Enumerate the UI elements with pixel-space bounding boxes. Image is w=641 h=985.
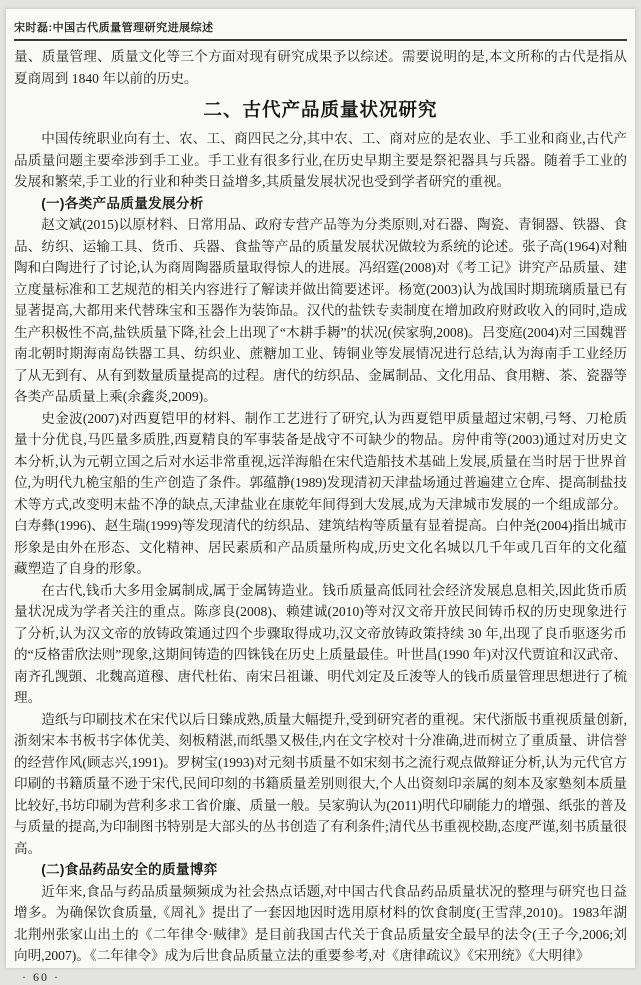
paragraph-product-categories: 赵文斌(2015)以原材料、日常用品、政府专营产品等为分类原则,对石器、陶瓷、青铜器、铁器、食品、纺织、运输工具、货币、兵器、食盐等产品的质量发展状况做较为系统的论述。张子高(1964)对釉陶和白陶进行了讨论,认为商周陶器质量取得惊人的进展。冯绍霆(2008)对《考工记》讲究产品质量、建立度量标准和工艺规范的相关内容进行了解读并做出简要述评。杨宽(2003)认为战国时期琉璃质量已有显著提高,大都用来代替珠宝和玉器作为装饰品。汉代的盐铁专卖制度在增加政府财政收入的同时,造成生产积极性不高,盐铁质量下降,社会上出现了“木耕手耨”的状况(侯家驹,2008)。吕变庭(2004)对三国魏晋南北朝时期海南岛铁器工具、纺织业、蔗糖加工业、铸铜业等发展情况进行总结,认为海南手工业经历了从无到有、从有到数量质量提高的过程。唐代的纺织品、金属制品、文化用品、食用糖、茶、瓷器等各类产品质量上乘(余鑫炎,2009)。 [14,217,627,404]
paragraph-food-safety: 近年来,食品与药品质量频频成为社会热点话题,对中国古代食品药品质量状况的整理与研究也日益增多。为确保饮食质量,《周礼》提出了一套因地因时选用原材料的饮食制度(王雪萍,2010)。1983年湖北荆州张家山出土的《二年律令·贼律》是目前我国古代关于食品质量安全最早的法令(王子今,2006;刘向明,2007)。《二年律令》成为后世食品质量立法的重要参考,对《唐律疏议》《宋刑统》《大明律》 [14,883,627,963]
paragraph-coinage: 在古代,钱币大多用金属制成,属于金属铸造业。钱币质量高低同社会经济发展息息相关,因此货币质量状况成为学者关注的重点。陈彦良(2008)、赖建诚(2010)等对汉文帝开放民间铸币权的历史现象进行了分析,认为汉文帝的放铸政策通过四个步骤取得成功,汉文帝放铸政策持续 30 年,出现了良币驱逐劣币的“反格雷欣法则”现象,这期间铸造的四铢钱在历史上质量最佳。叶世昌(1990 年)对汉代贾谊和汉武帝、南齐孔觊顗、北魏高道穆、唐代杜佑、南宋吕祖谦、明代刘定及丘浚等人的钱币质量管理思想进行了梳理。 [14,582,627,705]
paragraph-printing: 造纸与印刷技术在宋代以后日臻成熟,质量大幅提升,受到研究者的重视。宋代浙版书重视质量创新,浙刻宋本书板书字体优美、刻板精湛,而纸墨又极佳,内在文字校对十分准确,进而树立了重质量、讲信誉的经营作风(顾志兴,1991)。罗树宝(1993)对元刻书质量不如宋刻书之流行观点做辩证分析,认为元代官方印刷的书籍质量不逊于宋代,民间印刻的书籍质量差别则很大,个人出资刻印亲属的刻本及家塾刻本质量比较好,书坊印刷为营利多求工省价廉、质量一般。吴家驹认为(2011)明代印刷能力的增强、纸张的普及与质量的提高,为印制图书特别是大部头的丛书创造了有利条件;清代丛书重视校勘,态度严谨,刻书质量很高。 [14,711,627,856]
article-body [14,46,627,967]
page-paper [6,9,635,984]
page-number: · 60 · [22,969,60,984]
paragraph-continuation: 量、质量管理、质量文化等三个方面对现有研究成果予以综述。需要说明的是,本文所称的古代是指从夏商周到 1840 年以前的历史。 [14,49,627,86]
running-header: 宋时磊:中国古代质量管理研究进展综述 [14,22,214,34]
paragraph-military-transport: 史金波(2007)对西夏铠甲的材料、制作工艺进行了研究,认为西夏铠甲质量超过宋朝,弓弩、刀枪质量十分优良,马匹量多质胜,西夏精良的军事装备是战守不可缺少的物品。房仲甫等(2003)通过对历史文本分析,认为元朝立国之后对水运非常重视,远洋海船在宋代造船技术基础上发展,质量在当时居于世界首位,为明代九桅宝船的生产创造了条件。郭蕴静(1989)发现清初天津盐场通过普遍建立仓库、提高制盐技术等方式,改变明末盐不净的缺点,天津盐业在康乾年间得到大发展,成为天津城市发展的一个组成部分。白寿彝(1996)、赵生瑞(1999)等发现清代的纺织品、建筑结构等质量有显着提高。白仲尧(2004)指出城市形象是由外在形态、文化精神、居民素质和产品质量所构成,历史文化名城以几千年或几百年的文化蕴藏塑造了自身的形象。 [14,410,627,576]
paragraph-intro: 中国传统职业向有士、农、工、商四民之分,其中农、工、商对应的是农业、手工业和商业,古代产品质量问题主要牵涉到手工业。手工业有很多行业,在历史早期主要是祭祀器具与兵器。随着手工业的发展和繁荣,手工业的行业和种类日益增多,其质量发展状况也受到学者研究的重视。 [14,131,627,189]
subsection-heading-2: (二)食品药品安全的质量博弈 [41,862,218,877]
subsection-heading-1: (一)各类产品质量发展分析 [41,195,204,211]
section-heading: 二、古代产品质量状况研究 [203,99,438,120]
header-rule [14,39,627,41]
